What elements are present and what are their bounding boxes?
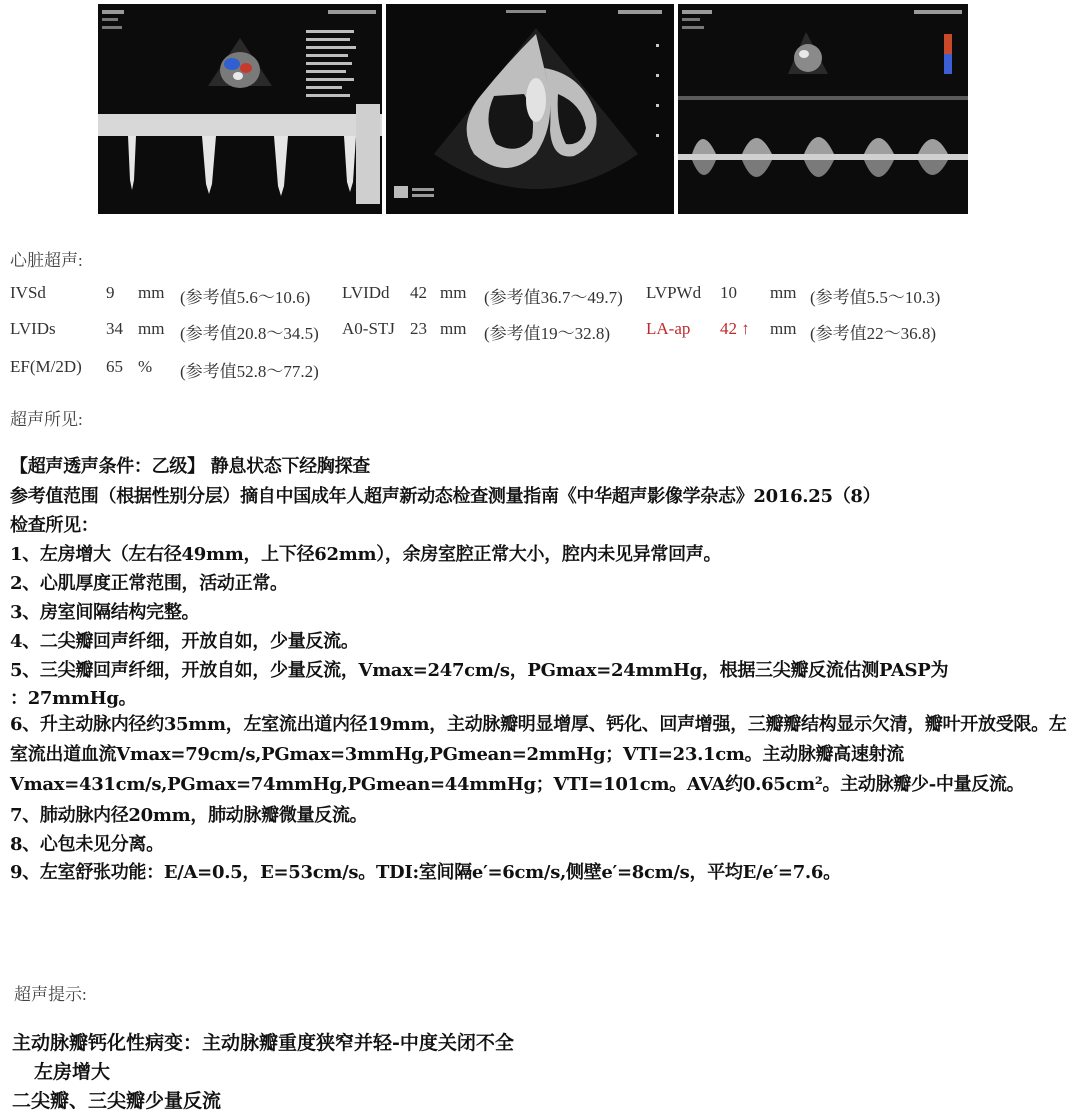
echo-image-doppler-2 bbox=[678, 4, 968, 214]
measure-unit: mm bbox=[770, 283, 797, 302]
echo-image-apical-4ch bbox=[386, 4, 674, 214]
measure-name: IVSd bbox=[10, 283, 46, 302]
finding-line: 3、房室间隔结构完整。 bbox=[10, 602, 200, 623]
echo-image-graphic bbox=[386, 4, 674, 214]
measure-name: EF(M/2D) bbox=[10, 357, 82, 376]
finding-line: 9、左室舒张功能：E/A=0.5，E=53cm/s。TDI:室间隔e′=6cm/s,侧壁e′=8cm/s，平均E/e′=7.6。 bbox=[10, 862, 841, 883]
finding-line: 6、升主动脉内径约35mm，左室流出道内径19mm，主动脉瓣明显增厚、钙化、回声增强，三瓣瓣结构显示欠清，瓣叶开放受限。左室流出道血流Vmax=79cm/s,PGmax=3mmHg,PGmean=2mmHg；VTI=23.1cm。主动脉瓣高速射流Vmax=431cm/s,PGmax=74mmHg,PGmean=44mmHg；VTI=101cm。AVA约0.65cm²。主动脉瓣少-中量反流。 bbox=[10, 714, 1067, 795]
measure-value: 10 bbox=[720, 283, 737, 302]
finding-line: 4、二尖瓣回声纤细，开放自如，少量反流。 bbox=[10, 631, 359, 652]
measure-ref: (参考值52.8～77.2) bbox=[180, 362, 319, 381]
finding-line: 1、左房增大（左右径49mm，上下径62mm），余房室腔正常大小，腔内未见异常回声。 bbox=[10, 544, 722, 565]
finding-line: 【超声透声条件：乙级】 静息状态下经胸探查 bbox=[10, 456, 370, 477]
echo-image-graphic bbox=[98, 4, 382, 214]
finding-line: 5、三尖瓣回声纤细，开放自如，少量反流，Vmax=247cm/s，PGmax=24mmHg，根据三尖瓣反流估测PASP为 bbox=[10, 660, 949, 681]
measure-unit: % bbox=[138, 357, 153, 376]
finding-line: 参考值范围（根据性别分层）摘自中国成年人超声新动态检查测量指南《中华超声影像学杂志》2016.25（8） bbox=[10, 486, 881, 507]
measure-ref: (参考值5.5～10.3) bbox=[810, 288, 941, 307]
measure-value: 65 bbox=[106, 357, 123, 376]
findings-title: 超声所见: bbox=[10, 410, 83, 429]
measure-unit: mm bbox=[440, 319, 467, 338]
measure-unit: mm bbox=[138, 283, 165, 302]
finding-line: 2、心肌厚度正常范围，活动正常。 bbox=[10, 573, 288, 594]
conclusion-line: 二尖瓣、三尖瓣少量反流 bbox=[12, 1090, 222, 1112]
measure-name: LVIDs bbox=[10, 319, 56, 338]
finding-line: 检查所见： bbox=[10, 515, 99, 536]
measure-value-abnormal: 42 ↑ bbox=[720, 319, 750, 338]
finding-line: 8、心包未见分离。 bbox=[10, 834, 164, 855]
measure-ref: (参考值36.7～49.7) bbox=[484, 288, 623, 307]
echo-image-doppler-1 bbox=[98, 4, 382, 214]
measure-name-abnormal: LA-ap bbox=[646, 319, 691, 338]
measure-ref: (参考值5.6～10.6) bbox=[180, 288, 311, 307]
finding-line: ：27mmHg。 bbox=[10, 688, 137, 709]
measure-name: LVIDd bbox=[342, 283, 390, 302]
measure-unit: mm bbox=[770, 319, 797, 338]
measure-value: 42 bbox=[410, 283, 427, 302]
measure-ref: (参考值20.8～34.5) bbox=[180, 324, 319, 343]
conclusion-line: 主动脉瓣钙化性病变：主动脉瓣重度狭窄并轻-中度关闭不全 bbox=[12, 1032, 514, 1054]
finding-line: 7、肺动脉内径20mm，肺动脉瓣微量反流。 bbox=[10, 805, 368, 826]
measure-unit: mm bbox=[440, 283, 467, 302]
heart-echo-title: 心脏超声: bbox=[10, 251, 83, 270]
measure-name: LVPWd bbox=[646, 283, 702, 302]
conclusion-line: 左房增大 bbox=[34, 1061, 111, 1083]
measure-value: 9 bbox=[106, 283, 115, 302]
echo-image-graphic bbox=[678, 4, 968, 214]
conclusion-title: 超声提示: bbox=[14, 985, 87, 1004]
measure-ref: (参考值22～36.8) bbox=[810, 324, 937, 343]
measure-value: 23 bbox=[410, 319, 427, 338]
measure-value: 34 bbox=[106, 319, 123, 338]
measure-ref: (参考值19～32.8) bbox=[484, 324, 611, 343]
measure-unit: mm bbox=[138, 319, 165, 338]
measure-name: A0-STJ bbox=[342, 319, 395, 338]
